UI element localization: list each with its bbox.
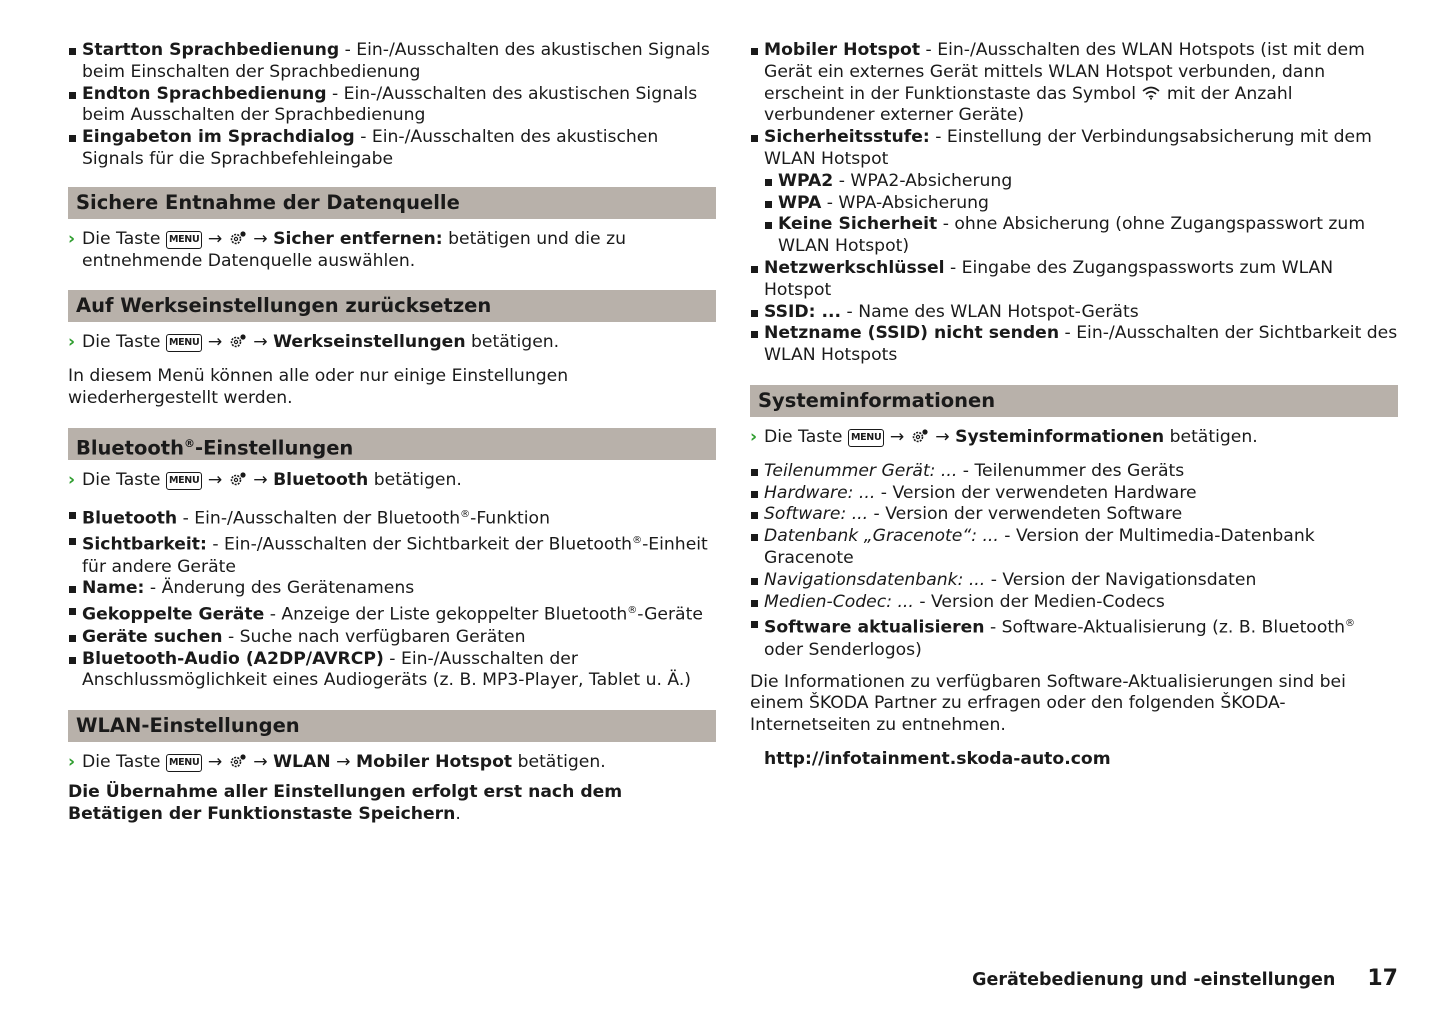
- menu-key-icon: MENU: [166, 754, 202, 772]
- instruction-step: › Die Taste MENU → → Werkseinstellungen betätigen.: [68, 332, 560, 353]
- list-item: Sicherheitsstufe: - Einstellung der Verbindungsabsicherung mit dem WLAN Hotspot: [750, 127, 1398, 171]
- wlan-list-rest: [750, 258, 1398, 367]
- step-arrow-icon: ›: [750, 426, 758, 447]
- list-item: Netzname (SSID) nicht senden - Ein-/Ausschalten der Sichtbarkeit des WLAN Hotspots: [750, 323, 1398, 367]
- settings-gear-icon: [228, 333, 248, 349]
- right-column: [750, 40, 1398, 771]
- section-heading-factory-reset: Auf Werkseinstellungen zurücksetzen: [68, 290, 716, 322]
- list-item: Geräte suchen - Suche nach verfügbaren Geräten: [68, 627, 716, 649]
- instruction-step: › Die Taste MENU → → WLAN → Mobiler Hotspot betätigen.: [68, 752, 606, 773]
- bluetooth-list: [68, 504, 716, 693]
- menu-key-icon: MENU: [166, 334, 202, 352]
- instruction-step: › Die Taste MENU → → Systeminformationen betätigen.: [750, 426, 1258, 447]
- list-item: SSID: ... - Name des WLAN Hotspot-Geräts: [750, 302, 1398, 324]
- list-item: Datenbank „Gracenote“: ... - Version der Multimedia-Datenbank Gracenote: [750, 526, 1398, 570]
- list-item: WPA2 - WPA2-Absicherung: [764, 171, 1398, 193]
- list-item: Sichtbarkeit: - Ein-/Ausschalten der Sichtbarkeit der Bluetooth®-Einheit für andere Geräte: [68, 530, 716, 578]
- page-number: 17: [1367, 966, 1398, 991]
- list-item: Software: ... - Version der verwendeten Software: [750, 504, 1398, 526]
- list-item: WPA - WPA-Absicherung: [764, 193, 1398, 215]
- list-item: Bluetooth - Ein-/Ausschalten der Bluetooth®-Funktion: [68, 504, 716, 531]
- settings-gear-icon: [228, 471, 248, 487]
- settings-gear-icon: [228, 230, 248, 246]
- intro-list: [68, 40, 716, 171]
- list-item: Mobiler Hotspot - Ein-/Ausschalten des WLAN Hotspots (ist mit dem Gerät ein externes Gerät mittels WLAN Hotspot verbunden, dann erscheint in der Funktionstaste das Symbol mit der Anzahl verbundener externer Geräte): [750, 40, 1398, 127]
- menu-key-icon: MENU: [166, 231, 202, 249]
- step-arrow-icon: ›: [68, 752, 76, 773]
- list-item: Navigationsdatenbank: ... - Version der Navigationsdaten: [750, 570, 1398, 592]
- list-item: Keine Sicherheit - ohne Absicherung (ohne Zugangspasswort zum WLAN Hotspot): [764, 214, 1398, 258]
- list-item: Gekoppelte Geräte - Anzeige der Liste gekoppelter Bluetooth®-Geräte: [68, 600, 716, 627]
- section-heading-system-info: Systeminformationen: [750, 385, 1398, 417]
- list-item: Teilenummer Gerät: ... - Teilenummer des Geräts: [750, 461, 1398, 483]
- footer-title: Gerätebedienung und -einstellungen: [972, 970, 1336, 990]
- page-footer: [972, 966, 1398, 991]
- update-info-paragraph: Die Informationen zu verfügbaren Software-Aktualisierungen sind bei einem ŠKODA Partner zu erfragen oder den folgenden ŠKODA-Internetseiten zu entnehmen.: [750, 671, 1346, 736]
- list-item: Eingabeton im Sprachdialog - Ein-/Ausschalten des akustischen Signals für die Sprachbefehleingabe: [68, 127, 716, 171]
- step-arrow-icon: ›: [68, 228, 76, 249]
- list-item: Hardware: ... - Version der verwendeten Hardware: [750, 483, 1398, 505]
- section-heading-bluetooth: Bluetooth®-Einstellungen: [68, 428, 716, 460]
- security-sublist: [750, 171, 1398, 258]
- system-info-list: [750, 461, 1398, 662]
- infotainment-url[interactable]: http://infotainment.skoda-auto.com: [764, 749, 1111, 770]
- wlan-note: Die Übernahme aller Einstellungen erfolgt erst nach dem Betätigen der Funktionstaste Speichern.: [68, 781, 623, 824]
- settings-gear-icon: [910, 428, 930, 444]
- wlan-list: [750, 40, 1398, 171]
- list-item: Software aktualisieren - Software-Aktualisierung (z. B. Bluetooth® oder Senderlogos): [750, 613, 1398, 661]
- factory-reset-paragraph: In diesem Menü können alle oder nur einige Einstellungen wiederhergestellt werden.: [68, 366, 569, 408]
- instruction-step: › Die Taste MENU → → Bluetooth betätigen.: [68, 469, 462, 490]
- list-item: Medien-Codec: ... - Version der Medien-Codecs: [750, 592, 1398, 614]
- menu-key-icon: MENU: [166, 472, 202, 490]
- list-item: Endton Sprachbedienung - Ein-/Ausschalten des akustischen Signals beim Ausschalten der Sprachbedienung: [68, 84, 716, 128]
- settings-gear-icon: [228, 753, 248, 769]
- list-item: Netzwerkschlüssel - Eingabe des Zugangspassworts zum WLAN Hotspot: [750, 258, 1398, 302]
- step-arrow-icon: ›: [68, 332, 76, 353]
- list-item: Bluetooth-Audio (A2DP/AVRCP) - Ein-/Ausschalten der Anschlussmöglichkeit eines Audiogeräts (z. B. MP3-Player, Tablet u. Ä.): [68, 649, 716, 693]
- step-arrow-icon: ›: [68, 469, 76, 490]
- menu-key-icon: MENU: [848, 429, 884, 447]
- instruction-step: › Die Taste MENU → → Sicher entfernen: betätigen und die zu entnehmende Datenquelle auswählen.: [68, 228, 626, 271]
- left-column: [68, 40, 716, 826]
- section-heading-wlan: WLAN-Einstellungen: [68, 710, 716, 742]
- list-item: Name: - Änderung des Gerätenamens: [68, 578, 716, 600]
- wifi-icon: [1141, 86, 1161, 100]
- list-item: Startton Sprachbedienung - Ein-/Ausschalten des akustischen Signals beim Einschalten der Sprachbedienung: [68, 40, 716, 84]
- section-heading-safe-removal: Sichere Entnahme der Datenquelle: [68, 187, 716, 219]
